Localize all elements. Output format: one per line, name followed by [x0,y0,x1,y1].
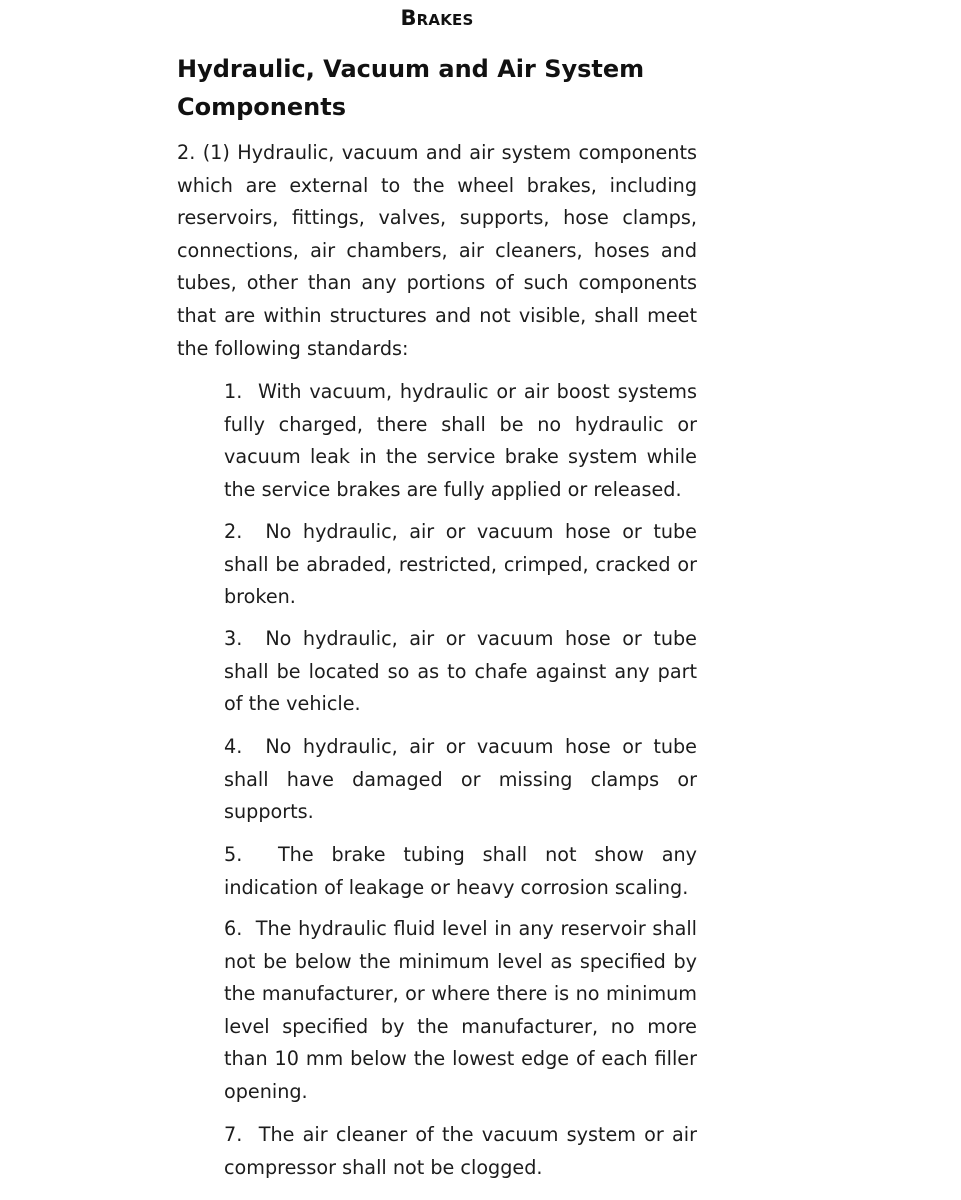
running-header: Brakes [400,6,474,30]
list-item-number: 6. [224,917,243,940]
list-item [224,623,697,721]
section-title: Hydraulic, Vacuum and Air System Components [177,55,645,121]
list-item [224,516,697,614]
list-item-text: No hydraulic, air or vacuum hose or tube shall be located so as to chafe against any part of the vehicle. [224,627,697,716]
list-item-text: No hydraulic, air or vacuum hose or tube shall have damaged or missing clamps or supports. [224,735,697,824]
list-item-number: 5. [224,843,243,866]
list-item-text: The brake tubing shall not show any indication of leakage or heavy corrosion scaling. [224,843,697,899]
list-item-text: With vacuum, hydraulic or air boost systems fully charged, there shall be no hydraulic or vacuum leak in the service brake system while the service brakes are fully applied or released. [224,380,697,501]
list-item-text: No hydraulic, air or vacuum hose or tube shall be abraded, restricted, crimped, cracked or broken. [224,520,697,609]
list-item [224,1119,697,1184]
list-item-number: 2. [224,520,243,543]
list-item-number: 3. [224,627,243,650]
list-item-text: The hydraulic fluid level in any reservoir shall not be below the minimum level as specified by the manufacturer, or where there is no minimum level specified by the manufacturer, no more than 10 mm below the lowest edge of each filler opening. [224,917,697,1103]
list-item-number: 4. [224,735,243,758]
list-item-number: 7. [224,1123,243,1146]
list-item-text: The air cleaner of the vacuum system or air compressor shall not be clogged. [224,1123,697,1179]
list-item [224,731,697,829]
list-item [224,913,697,1109]
list-item-number: 1. [224,380,243,403]
list-item [224,376,697,506]
lead-paragraph: 2. (1) Hydraulic, vacuum and air system components which are external to the wheel brakes, including reservoirs, fittings, valves, supports, hose clamps, connections, air chambers, air cleaners, hoses and tubes, other than any portions of such components that are within structures and not visible, shall meet the following standards: [177,141,697,360]
list-item [224,839,697,904]
